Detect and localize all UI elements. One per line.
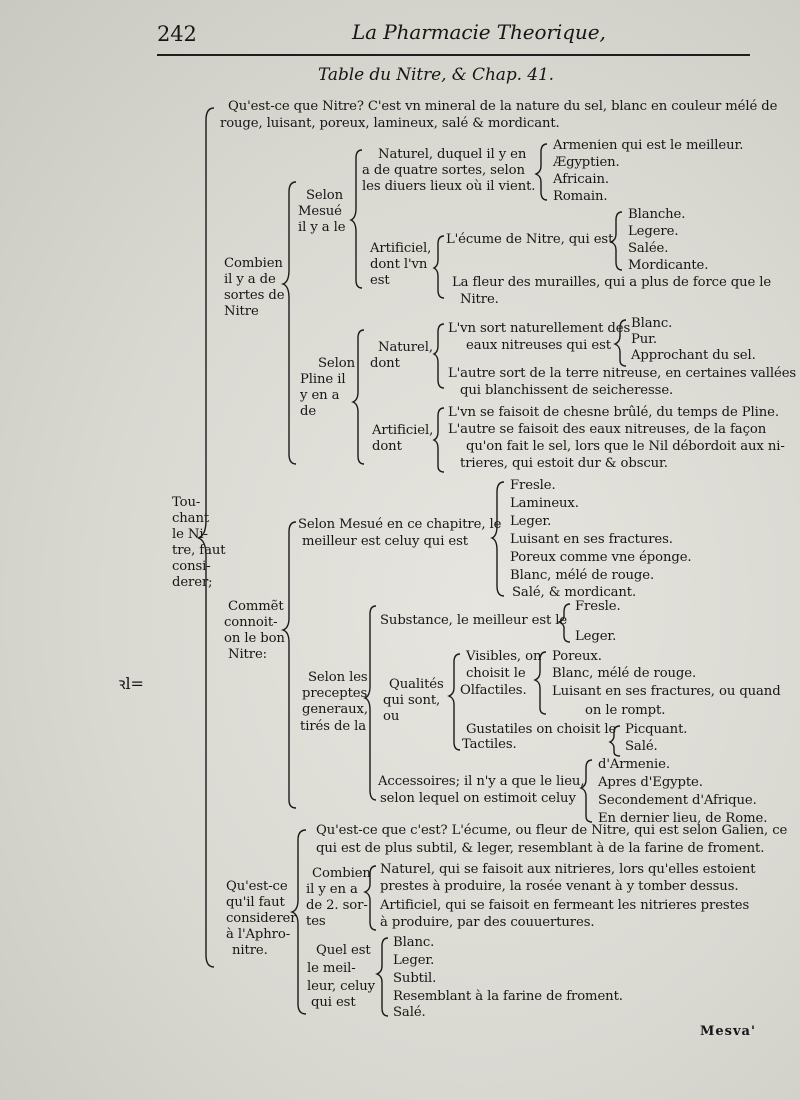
definition-line: Qu'est-ce que Nitre? C'est vn mineral de la nature du sel, blanc en couleur mélé de (228, 99, 778, 114)
meilleur-item: Subtil. (393, 971, 437, 986)
meilleur-label: qui est (311, 995, 356, 1010)
meilleur-item: Blanc. (393, 935, 435, 950)
artificiel-label: dont l'vn (370, 257, 428, 272)
ecume-item: Mordicante. (628, 258, 709, 273)
root-label-line: chant (172, 511, 210, 526)
preceptes-label: generaux, (302, 702, 368, 717)
pline-first-item: Approchant du sel. (631, 348, 756, 363)
aphro-artificiel: Artificiel, qui se faisoit en fermeant les nitrieres prestes (380, 898, 750, 913)
ecume-text: L'écume de Nitre, qui est (446, 232, 614, 247)
combien-label: il y a de (224, 272, 276, 287)
pline-label: Selon (318, 356, 355, 371)
pline-artificiel-line: qu'on fait le sel, lors que le Nil débordoit aux ni- (466, 439, 785, 454)
pline-first: L'vn sort naturellement des (448, 321, 631, 336)
qualites-label: Qualités (389, 677, 444, 692)
header-rule (157, 54, 750, 56)
aphronitre-definition: qui est de plus subtil, & leger, resemblant à de la farine de froment. (316, 841, 765, 856)
root-label-line: Tou- (172, 495, 201, 510)
pline-naturel-label: Naturel, (378, 340, 433, 355)
preceptes-label: preceptes (302, 686, 368, 701)
aphro-artificiel: à produire, par des couuertures. (380, 915, 595, 930)
naturel-label: Naturel, duquel il y en (378, 147, 527, 162)
mesue-quality: Lamineux. (510, 496, 579, 511)
visibles-text: choisit le (466, 666, 526, 681)
gustatiles-item: Picquant. (625, 722, 688, 737)
comment-mesue-label: Selon Mesué en ce chapitre, le (298, 517, 502, 532)
substance-item: Leger. (575, 629, 617, 644)
pline-artificiel-line: L'autre se faisoit des eaux nitreuses, de la façon (448, 422, 767, 437)
pline-label: de (300, 404, 317, 419)
aphronitre-definition: Qu'est-ce que c'est? L'écume, ou fleur de Nitre, qui est selon Galien, ce (316, 823, 788, 838)
aphronitre-label: à l'Aphro- (226, 927, 291, 942)
aphronitre-label: Qu'est-ce (226, 879, 288, 894)
pline-naturel-brace (434, 324, 444, 388)
naturel-item: Africain. (553, 172, 609, 187)
mesue-quality: Blanc, mélé de rouge. (510, 568, 655, 583)
naturel-item: Ægyptien. (553, 155, 620, 170)
root-label-line: derer; (172, 575, 213, 590)
pline-second: qui blanchissent de seicheresse. (460, 383, 674, 398)
comment-label: Nitre: (228, 647, 268, 662)
mesue-quality: Salé, & mordicant. (512, 585, 637, 600)
root-label-line: tre, faut (172, 543, 226, 558)
meilleur-brace (377, 938, 388, 1016)
combien-label: Nitre (224, 304, 259, 319)
definition-line: rouge, luisant, poreux, lamineux, salé & mordicant. (220, 116, 560, 131)
running-title: La Pharmacie Theorique, (352, 20, 606, 44)
aphro-combien-label: il y en a (306, 882, 358, 897)
aphronitre-label: qu'il faut (226, 895, 285, 910)
accessoires-item: En dernier lieu, de Rome. (598, 811, 768, 826)
artificiel-label: est (370, 273, 390, 288)
visibles-item: on le rompt. (585, 703, 666, 718)
pline-label: Pline il (300, 372, 346, 387)
meilleur-label: Quel est (316, 943, 371, 958)
mesue-quality: Poreux comme vne éponge. (510, 550, 692, 565)
comment-label: Commẽt (228, 599, 284, 614)
combien-brace (283, 182, 296, 464)
root-label-line: consi- (172, 559, 211, 574)
accessoires-item: d'Armenie. (598, 757, 670, 772)
meilleur-item: Salé. (393, 1005, 426, 1020)
pline-brace (353, 330, 364, 464)
meilleur-label: le meil- (307, 961, 356, 976)
aphronitre-label: considerer (226, 911, 297, 926)
comment-brace (283, 522, 296, 808)
qualites-label: qui sont, (383, 693, 441, 708)
ecume-item: Salée. (628, 241, 669, 256)
pline-first-item: Blanc. (631, 316, 673, 331)
pline-artificiel-label: Artificiel, (372, 423, 434, 438)
mesue-brace (351, 150, 362, 288)
fleur-line: Nitre. (460, 292, 499, 307)
aphro-combien-label: tes (306, 914, 326, 929)
pline-artificiel-label: dont (372, 439, 402, 454)
tactiles-text: Tactiles. (462, 737, 517, 752)
catchword: Mesva' (700, 1024, 756, 1039)
substance-text: Substance, le meilleur est le (380, 613, 568, 628)
pline-artificiel-line: trieres, qui estoit dur & obscur. (460, 456, 668, 471)
combien-label: Combien (224, 256, 283, 271)
comment-label: on le bon (224, 631, 285, 646)
mesue-quality: Luisant en ses fractures. (510, 532, 673, 547)
naturel-label: les diuers lieux où il vient. (362, 179, 536, 194)
substance-item: Fresle. (575, 599, 621, 614)
gustatiles-item: Salé. (625, 739, 658, 754)
naturel-item: Romain. (553, 189, 608, 204)
gustatiles-text: Gustatiles on choisit le (466, 722, 617, 737)
accessoires-item: Apres d'Egypte. (598, 775, 703, 790)
pline-naturel-label: dont (370, 356, 400, 371)
aphronitre-label: nitre. (232, 943, 268, 958)
visibles-item: Blanc, mélé de rouge. (552, 666, 697, 681)
accessoires-label: Accessoires; il n'y a que le lieu, (378, 774, 585, 789)
accessoires-label: selon lequel on estimoit celuy (380, 791, 576, 806)
combien-label: sortes de (224, 288, 285, 303)
aphro-combien-label: Combien (312, 866, 371, 881)
fleur-line: La fleur des murailles, qui a plus de force que le (452, 275, 772, 290)
visibles-item: Poreux. (552, 649, 602, 664)
accessoires-brace (581, 760, 592, 822)
table-title: Table du Nitre, & Chap. 41. (318, 65, 554, 85)
visibles-item: Luisant en ses fractures, ou quand (552, 684, 781, 699)
mesue-label: il y a le (298, 220, 346, 235)
pline-artificiel-line: L'vn se faisoit de chesne brûlé, du temps de Pline. (448, 405, 779, 420)
naturel-label: a de quatre sortes, selon (362, 163, 525, 178)
mesue-label: Mesué (298, 204, 342, 219)
margin-mark: ꝛl= (118, 674, 144, 693)
accessoires-item: Secondement d'Afrique. (598, 793, 757, 808)
naturel-item: Armenien qui est le meilleur. (553, 138, 744, 153)
mesue-quality: Fresle. (510, 478, 556, 493)
aphro-naturel: Naturel, qui se faisoit aux nitrieres, lors qu'elles estoient (380, 862, 756, 877)
preceptes-label: Selon les (308, 670, 368, 685)
mesue-label: Selon (306, 188, 343, 203)
pline-second: L'autre sort de la terre nitreuse, en certaines vallées (448, 366, 797, 381)
visibles-text: Visibles, on (466, 649, 542, 664)
meilleur-label: leur, celuy (307, 979, 376, 994)
comment-mesue-label: meilleur est celuy qui est (302, 534, 468, 549)
pline-artificiel-brace (434, 408, 444, 472)
qualites-label: ou (383, 709, 400, 724)
aphro-naturel: prestes à produire, la rosée venant à y tomber dessus. (380, 879, 739, 894)
meilleur-item: Leger. (393, 953, 435, 968)
artificiel-brace (434, 236, 444, 298)
meilleur-item: Resemblant à la farine de froment. (393, 989, 623, 1004)
mesue-quality-brace (492, 482, 504, 596)
page-number: 242 (157, 22, 197, 46)
qualites-brace (449, 654, 460, 750)
pline-first-item: Pur. (631, 332, 658, 347)
artificiel-label: Artificiel, (370, 241, 432, 256)
pline-label: y en a (300, 388, 340, 403)
aphro-combien-label: de 2. sor- (306, 898, 368, 913)
mesue-quality: Leger. (510, 514, 552, 529)
comment-label: connoit- (224, 615, 278, 630)
root-label-line: le Ni- (172, 527, 208, 542)
preceptes-label: tirés de la (300, 719, 367, 734)
pline-first: eaux nitreuses qui est (466, 338, 611, 353)
visibles-text: Olfactiles. (460, 683, 527, 698)
naturel-brace (536, 144, 547, 200)
ecume-item: Legere. (628, 224, 679, 239)
ecume-item: Blanche. (628, 207, 686, 222)
